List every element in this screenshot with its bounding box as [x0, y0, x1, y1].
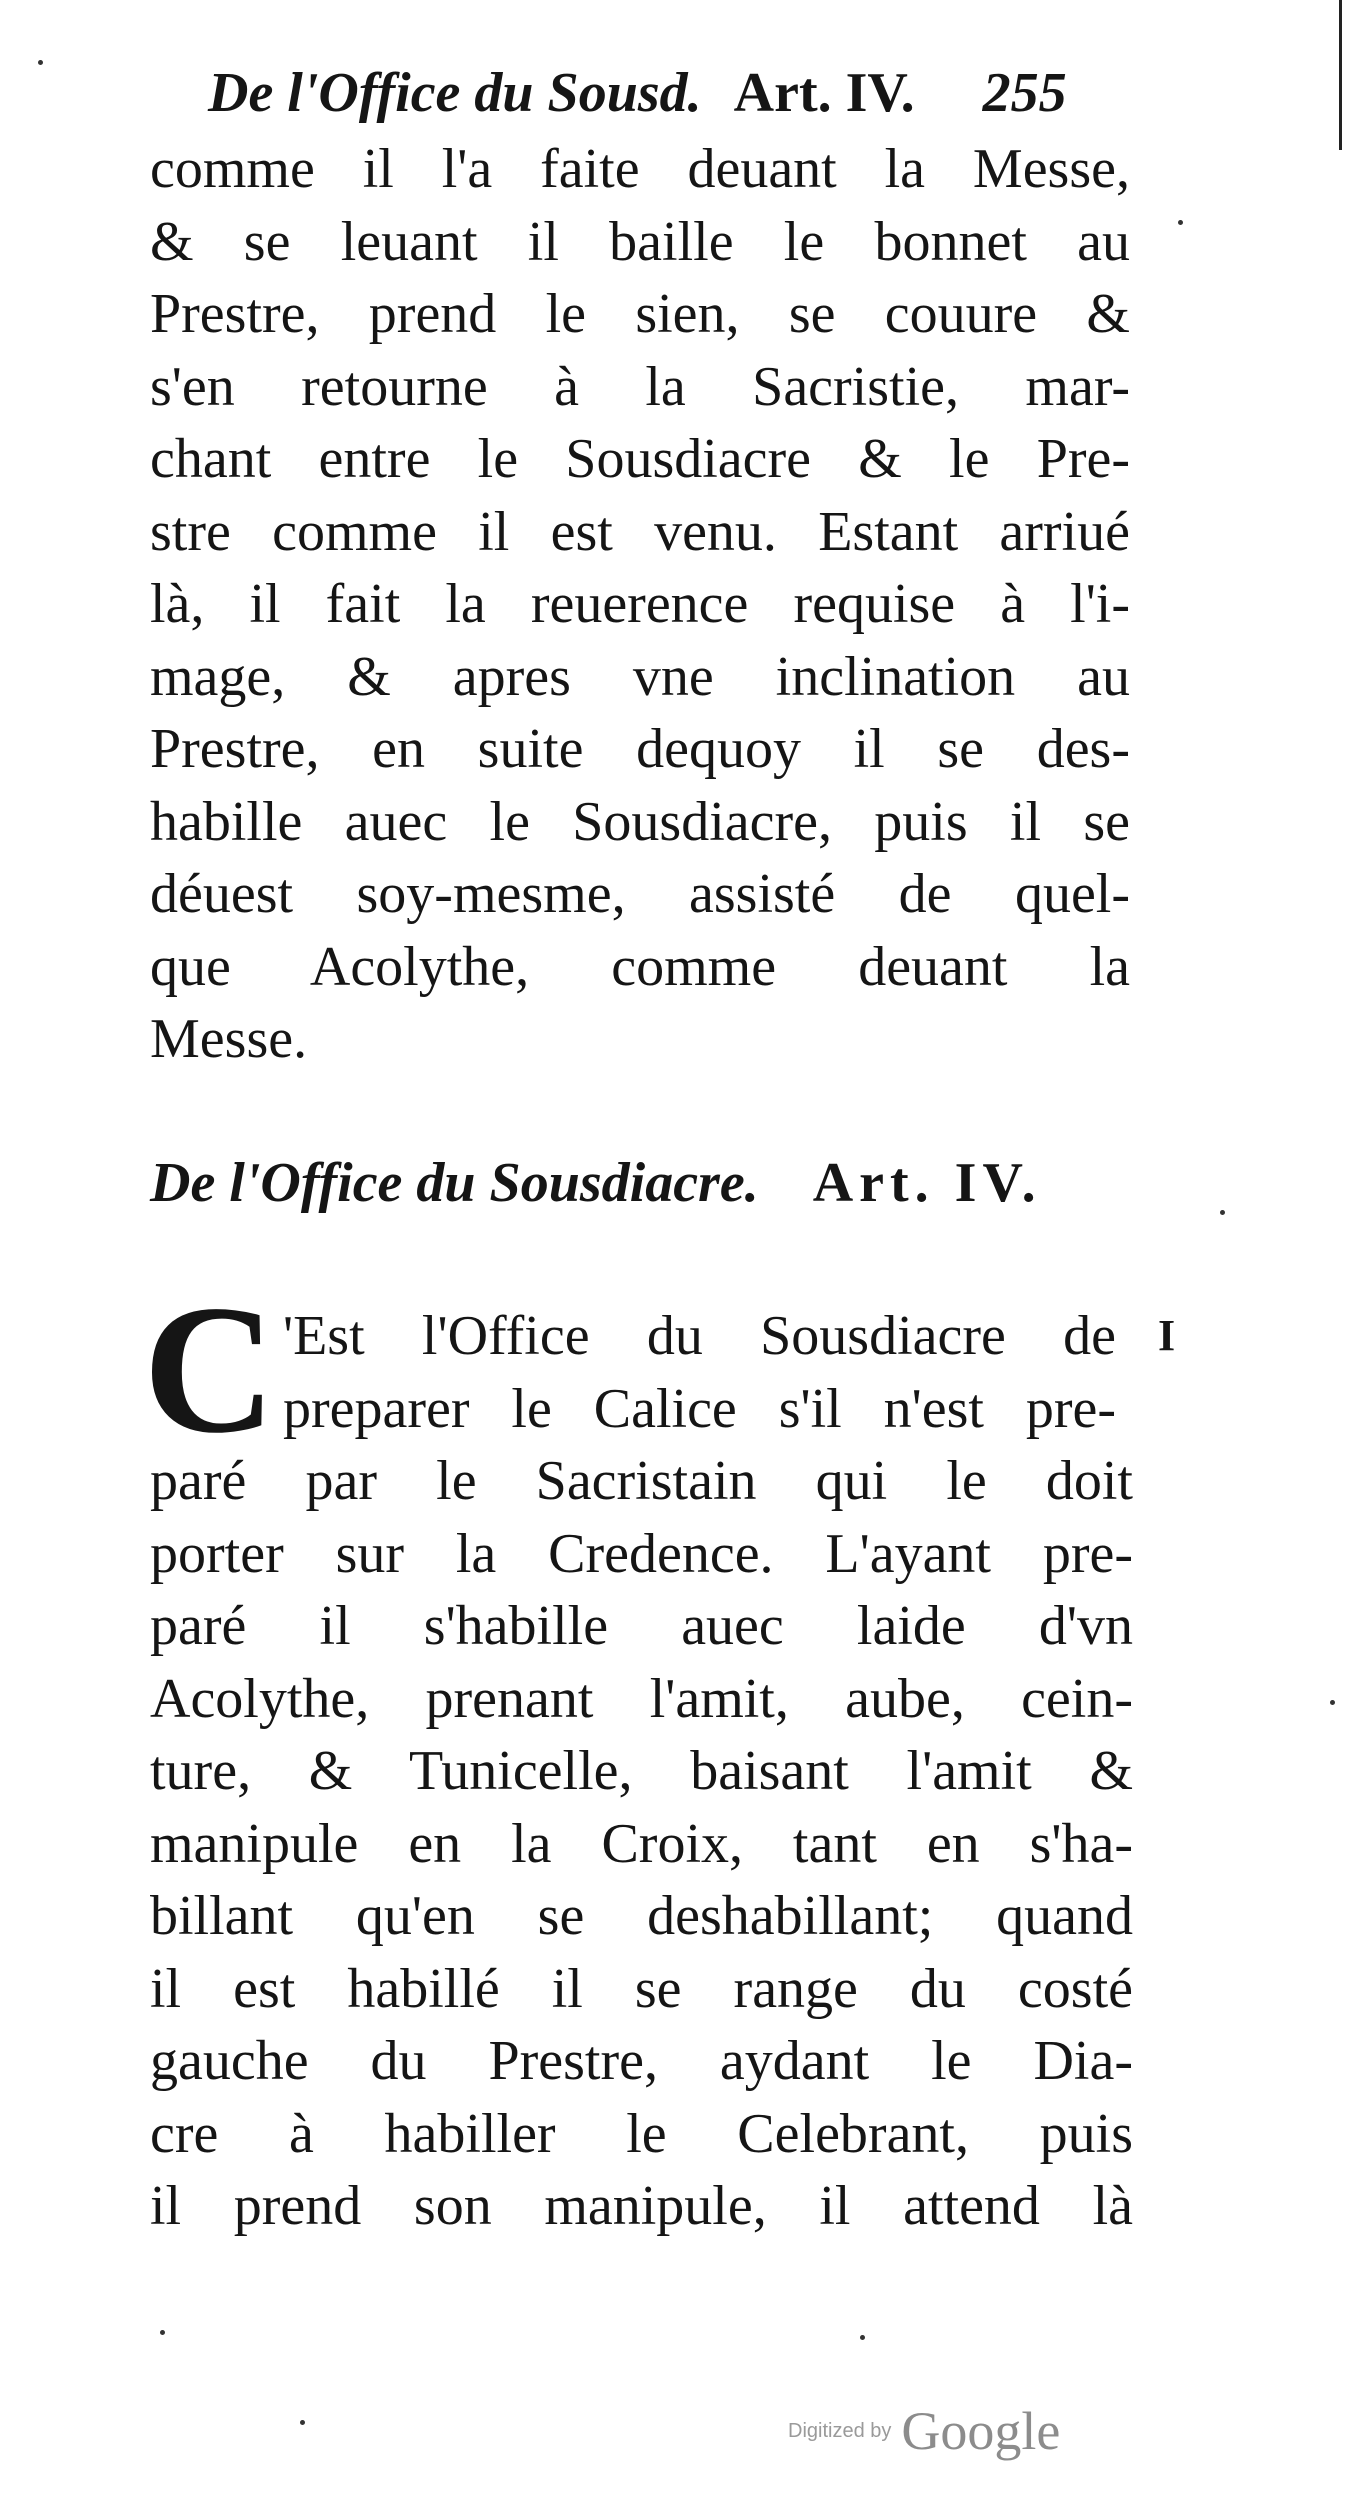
google-logo: Google	[901, 2401, 1061, 2461]
page-number: 255	[982, 62, 1067, 124]
ink-speck	[300, 2420, 305, 2425]
text-line: habille auec le Sousdiacre, puis il se	[150, 790, 1130, 853]
section-1-text	[150, 133, 1130, 1076]
drop-cap: C	[143, 1267, 276, 1471]
text-line: là, il fait la reuerence requise à l'i-	[150, 573, 1130, 635]
section-heading	[150, 1148, 1150, 1218]
digitized-by-watermark	[788, 2400, 1060, 2462]
text-line: mage, & apres vne inclination au	[150, 645, 1130, 708]
ink-speck	[1178, 220, 1183, 225]
text-line: ture, & Tunicelle, baisant l'amit &	[150, 1740, 1133, 1802]
margin-number: I	[1158, 1311, 1176, 1360]
text-line: gauche du Prestre, aydant le Dia-	[150, 2030, 1133, 2092]
section-2-text	[150, 1445, 1133, 2243]
text-line: & se leuant il baille le bonnet au	[150, 210, 1130, 273]
ink-speck	[1330, 1700, 1335, 1705]
text-line: stre comme il est venu. Estant arriué	[150, 500, 1130, 563]
ink-speck	[1220, 1210, 1225, 1215]
running-head-title: De l'Office du Sousd.	[208, 62, 702, 124]
text-line: Prestre, en suite dequoy il se des-	[150, 718, 1130, 780]
text-line: preparer le Calice s'il n'est pre-	[283, 1377, 1116, 1440]
text-line: paré il s'habille auec laide d'vn	[150, 1595, 1133, 1657]
ink-speck	[38, 60, 43, 65]
text-line: Prestre, prend le sien, se couure &	[150, 283, 1130, 345]
text-line: Acolythe, prenant l'amit, aube, cein-	[150, 1667, 1133, 1730]
page-edge-line	[1339, 0, 1342, 150]
text-line: paré par le Sacristain qui le doit	[150, 1450, 1133, 1512]
ink-speck	[860, 2335, 865, 2340]
text-line: déuest soy-mesme, assisté de quel-	[150, 863, 1130, 925]
running-head	[208, 58, 1108, 128]
text-line: que Acolythe, comme deuant la	[150, 935, 1130, 998]
text-line: chant entre le Sousdiacre & le Pre-	[150, 428, 1130, 490]
watermark-prefix: Digitized by	[788, 2419, 892, 2442]
text-line: comme il l'a faite deuant la Messe,	[150, 138, 1130, 200]
section-heading-title: De l'Office du Sousdiacre.	[150, 1152, 759, 1214]
text-line: cre à habiller le Celebrant, puis	[150, 2102, 1133, 2165]
running-head-article: Art. IV.	[733, 62, 915, 124]
text-line: porter sur la Credence. L'ayant pre-	[150, 1522, 1133, 1585]
text-line: billant qu'en se deshabillant; quand	[150, 1885, 1133, 1947]
section-2-first-lines	[283, 1300, 1116, 1445]
text-line: Messe.	[150, 1008, 308, 1070]
ink-speck	[160, 2330, 165, 2335]
text-line: il prend son manipule, il attend là	[150, 2175, 1133, 2237]
text-line: 'Est l'Office du Sousdiacre de	[283, 1305, 1116, 1367]
text-line: s'en retourne à la Sacristie, mar-	[150, 355, 1130, 418]
text-line: il est habillé il se range du costé	[150, 1957, 1133, 2020]
section-heading-article: Art. IV.	[812, 1152, 1042, 1214]
text-line: manipule en la Croix, tant en s'ha-	[150, 1812, 1133, 1875]
